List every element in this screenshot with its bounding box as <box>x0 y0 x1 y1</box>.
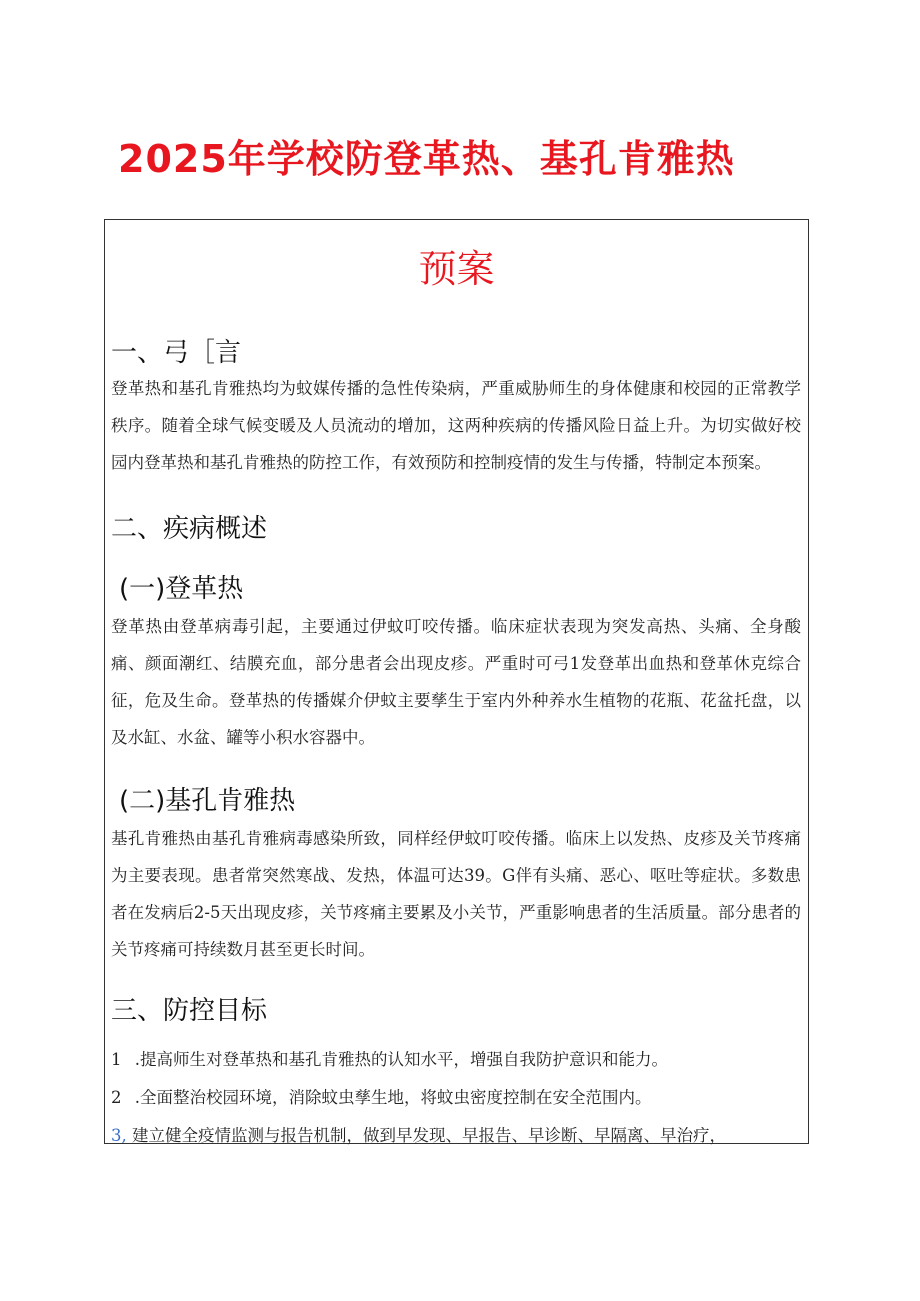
goal-text: 建立健全疫情监测与报告机制，做到早发现、早报告、早诊断、早隔离、早治疗， <box>132 1126 726 1145</box>
subsection-heading-chikungunya: (二)基孔肯雅热 <box>119 786 296 816</box>
goal-number: 2 <box>111 1088 122 1107</box>
dengue-paragraph: 登革热由登革病毒引起，主要通过伊蚊叮咬传播。临床症状表现为突发高热、头痛、全身酸痛、颜面潮红、结膜充血，部分患者会出现皮疹。严重时可弓1发登革出血热和登革休克综合征，危及生命。登革热的传播媒介伊蚊主要孳生于室内外种养水生植物的花瓶、花盆托盘，以及水缸、水盆、罐等小积水容器中。 <box>111 617 801 747</box>
chikungunya-paragraph: 基孔肯雅热由基孔肯雅病毒感染所致，同样经伊蚊叮咬传播。临床上以发热、皮疹及关节疼痛为主要表现。患者常突然寒战、发热，体温可达39。G伴有头痛、恶心、呕吐等症状。多数患者在发病后2-5天出现皮疹，关节疼痛主要累及小关节，严重影响患者的生活质量。部分患者的关节疼痛可持续数月甚至更长时间。 <box>111 829 801 959</box>
content-frame <box>104 219 809 1144</box>
intro-paragraph: 登革热和基孔肯雅热均为蚊媒传播的急性传染病，严重威胁师生的身体健康和校园的正常教学秩序。随着全球气候变暖及人员流动的增加，这两种疾病的传播风险日益上升。为切实做好校园内登革热和基孔肯雅热的防控工作，有效预防和控制疫情的发生与传播，特制定本预案。 <box>111 379 801 472</box>
section-heading-intro: 一、弓［言 <box>111 338 242 368</box>
goal-item <box>111 1046 801 1070</box>
goal-number: 1 <box>111 1050 122 1069</box>
subsection-heading-dengue: (一)登革热 <box>119 574 244 604</box>
goal-text: .提高师生对登革热和基孔肯雅热的认知水平，增强自我防护意识和能力。 <box>134 1050 668 1069</box>
goal-item <box>111 1122 801 1146</box>
goal-number: 3, <box>111 1126 127 1145</box>
document-title: 2025年学校防登革热、基孔肯雅热 <box>118 137 735 181</box>
section-heading-goals: 三、防控目标 <box>111 996 268 1026</box>
goal-text: .全面整治校园环境，消除蚊虫孳生地，将蚊虫密度控制在安全范围内。 <box>134 1088 652 1107</box>
section-heading-overview: 二、疾病概述 <box>111 514 268 544</box>
goal-item <box>111 1084 801 1108</box>
document-subtitle: 预案 <box>418 247 495 291</box>
